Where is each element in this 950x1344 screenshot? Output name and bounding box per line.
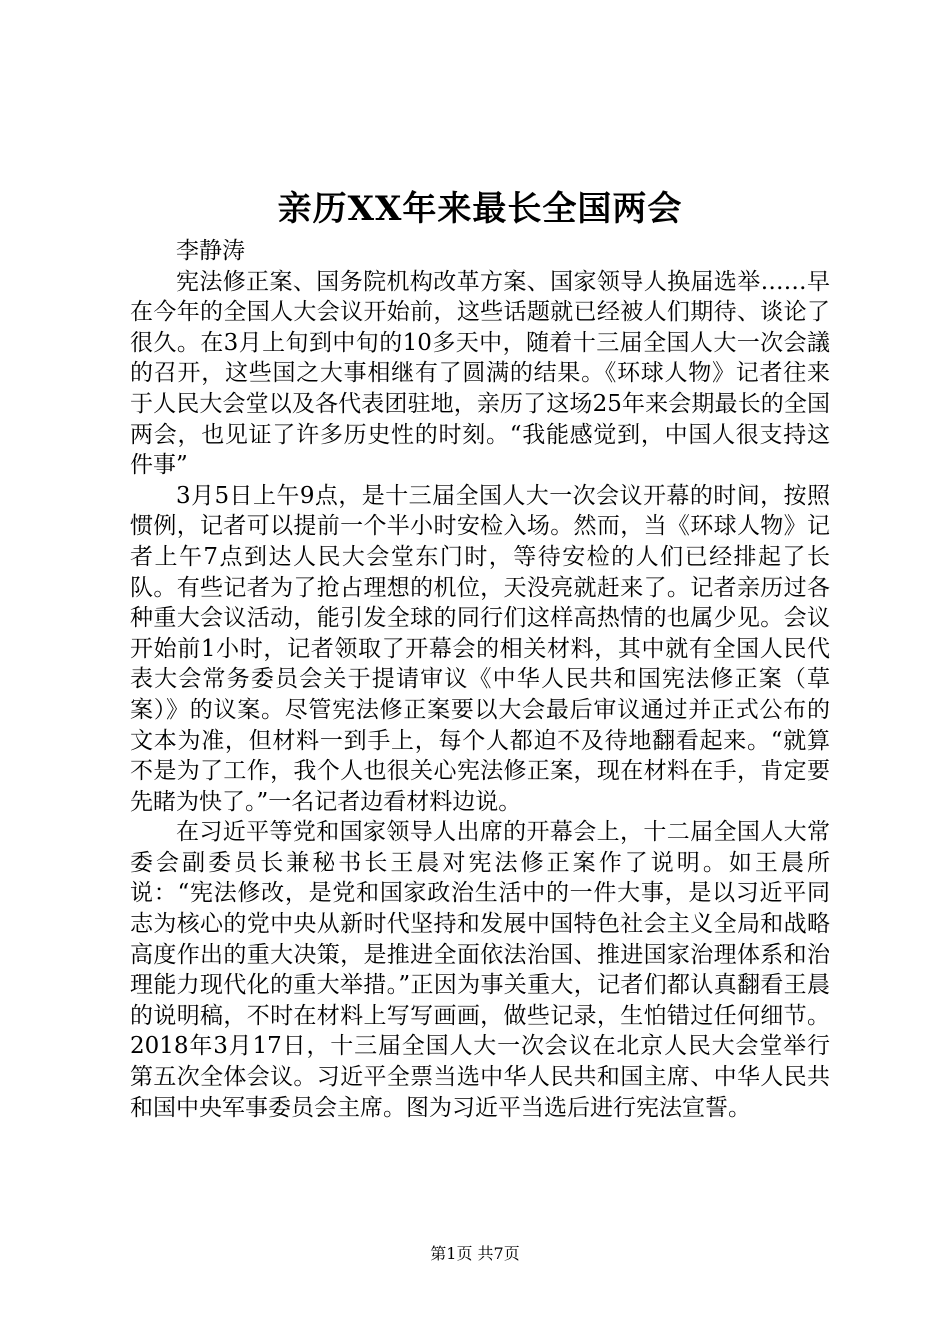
paragraph-2: 3月5日上午9点，是十三届全国人大一次会议开幕的时间，按照惯例，记者可以提前一个半小时安检入场。然而，当《环球人物》记者上午7点到达人民大会堂东门时，等待安检的人们已经排起了长队。有些记者为了抢占理想的机位，天没亮就赶来了。记者亲历过各种重大会议活动，能引发全球的同行们这样高热情的也属少见。会议开始前1小时，记者领取了开幕会的相关材料，其中就有全国人民代表大会常务委员会关于提请审议《中华人民共和国宪法修正案（草案）》的议案。尽管宪法修正案要以大会最后审议通过并正式公布的文本为准，但材料一到手上，每个人都迫不及待地翻看起来。“就算不是为了工作，我个人也很关心宪法修正案，现在材料在手，肯定要先睹为快了。”一名记者边看材料边说。 xyxy=(130,482,830,815)
document-title: 亲历XX年来最长全国两会 xyxy=(277,189,683,229)
page-footer: 第1页 共7页 xyxy=(430,1244,520,1263)
paragraph-3: 在习近平等党和国家领导人出席的开幕会上，十二届全国人大常委会副委员长兼秘书长王晨对宪法修正案作了说明。如王晨所说：“宪法修改，是党和国家政治生活中的一件大事，是以习近平同志为核心的党中央从新时代坚持和发展中国特色社会主义全局和战略高度作出的重大决策，是推进全面依法治国、推进国家治理体系和治理能力现代化的重大举措。”正因为事关重大，记者们都认真翻看王晨的说明稿，不时在材料上写写画画，做些记录，生怕错过任何细节。2018年3月17日，十三届全国人大一次会议在北京人民大会堂举行第五次全体会议。习近平全票当选中华人民共和国主席、中华人民共和国中央军事委员会主席。图为习近平当选后进行宪法宣誓。 xyxy=(130,819,830,1121)
document-body xyxy=(130,236,830,1123)
paragraph-1: 宪法修正案、国务院机构改革方案、国家领导人换届选举……早在今年的全国人大会议开始前，这些话题就已经被人们期待、谈论了很久。在3月上旬到中旬的10多天中，随着十三届全国人大一次会議的召开，这些国之大事相继有了圆满的结果。《环球人物》记者往来于人民大会堂以及各代表团驻地，亲历了这场25年来会期最长的全国两会，也见证了许多历史性的时刻。“我能感觉到，中国人很支持这件事” xyxy=(130,268,830,479)
author-name: 李静涛 xyxy=(176,238,245,264)
